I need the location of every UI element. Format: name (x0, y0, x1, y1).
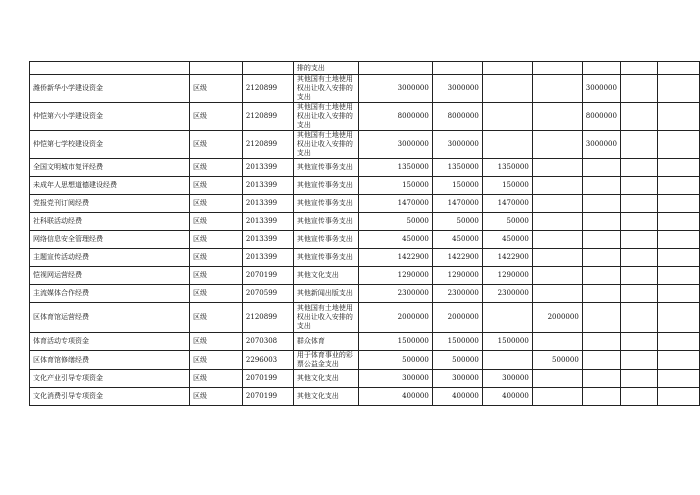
cell-desc: 排的支出 (293, 62, 358, 75)
cell-c8 (532, 131, 582, 159)
cell-level: 区级 (189, 177, 242, 195)
cell-c10 (620, 213, 657, 231)
cell-desc: 其他宣传事务支出 (293, 213, 358, 231)
cell-desc: 其他文化支出 (293, 267, 358, 285)
budget-table (29, 61, 700, 406)
cell-c6: 2000000 (432, 303, 482, 333)
cell-level: 区级 (189, 249, 242, 267)
cell-c6: 3000000 (432, 131, 482, 159)
cell-c7: 1350000 (482, 159, 532, 177)
cell-c10 (620, 177, 657, 195)
cell-c8 (532, 103, 582, 131)
cell-c7: 1290000 (482, 267, 532, 285)
cell-c11 (657, 177, 699, 195)
cell-c8 (532, 213, 582, 231)
cell-c9 (582, 388, 620, 406)
cell-c8 (532, 267, 582, 285)
cell-code: 2070199 (242, 388, 293, 406)
cell-code: 2070308 (242, 333, 293, 351)
cell-c8 (532, 159, 582, 177)
cell-c5: 1470000 (358, 195, 432, 213)
cell-code: 2013399 (242, 177, 293, 195)
cell-level: 区级 (189, 370, 242, 388)
cell-c7: 2300000 (482, 285, 532, 303)
cell-code: 2120899 (242, 131, 293, 159)
cell-name: 区体育馆运营经费 (30, 303, 190, 333)
cell-code: 2013399 (242, 249, 293, 267)
cell-c8 (532, 370, 582, 388)
cell-c5: 500000 (358, 351, 432, 370)
cell-desc: 其他文化支出 (293, 388, 358, 406)
cell-c7: 1470000 (482, 195, 532, 213)
cell-level: 区级 (189, 75, 242, 103)
cell-name (30, 62, 190, 75)
cell-level: 区级 (189, 103, 242, 131)
cell-c11 (657, 62, 699, 75)
cell-c5: 3000000 (358, 131, 432, 159)
cell-level: 区级 (189, 333, 242, 351)
cell-c7: 150000 (482, 177, 532, 195)
cell-name: 仲恺第六小学建设资金 (30, 103, 190, 131)
cell-name: 潍侨新华小学建设资金 (30, 75, 190, 103)
cell-c11 (657, 388, 699, 406)
cell-desc: 其他国有土地使用权出让收入安排的支出 (293, 131, 358, 159)
cell-c5: 400000 (358, 388, 432, 406)
cell-c10 (620, 285, 657, 303)
cell-desc: 其他文化支出 (293, 370, 358, 388)
cell-c9 (582, 213, 620, 231)
table-row (30, 103, 700, 131)
cell-c11 (657, 131, 699, 159)
cell-c8 (532, 231, 582, 249)
cell-name: 文化产业引导专项资金 (30, 370, 190, 388)
cell-level: 区级 (189, 195, 242, 213)
table-row (30, 285, 700, 303)
cell-c6: 2300000 (432, 285, 482, 303)
table-row (30, 388, 700, 406)
cell-name: 社科联活动经费 (30, 213, 190, 231)
cell-code: 2070599 (242, 285, 293, 303)
cell-c7 (482, 351, 532, 370)
cell-c10 (620, 195, 657, 213)
cell-name: 恺视网运营经费 (30, 267, 190, 285)
table-row (30, 213, 700, 231)
table-row (30, 131, 700, 159)
cell-c6: 8000000 (432, 103, 482, 131)
cell-c7: 450000 (482, 231, 532, 249)
cell-desc: 其他国有土地使用权出让收入安排的支出 (293, 103, 358, 131)
cell-c10 (620, 249, 657, 267)
cell-level: 区级 (189, 231, 242, 249)
cell-name: 文化消费引导专项资金 (30, 388, 190, 406)
table-row (30, 177, 700, 195)
cell-c9 (582, 370, 620, 388)
cell-c6: 150000 (432, 177, 482, 195)
cell-c7: 1422900 (482, 249, 532, 267)
cell-code: 2120899 (242, 303, 293, 333)
cell-c9 (582, 285, 620, 303)
cell-c5: 1500000 (358, 333, 432, 351)
cell-c9: 3000000 (582, 131, 620, 159)
cell-c11 (657, 103, 699, 131)
cell-desc: 其他宣传事务支出 (293, 231, 358, 249)
cell-c11 (657, 231, 699, 249)
cell-name: 仲恺第七学校建设资金 (30, 131, 190, 159)
cell-c5: 1422900 (358, 249, 432, 267)
cell-code: 2070199 (242, 267, 293, 285)
cell-c7 (482, 75, 532, 103)
cell-desc: 群众体育 (293, 333, 358, 351)
cell-c9 (582, 333, 620, 351)
cell-name: 主流媒体合作经费 (30, 285, 190, 303)
cell-c11 (657, 333, 699, 351)
cell-c11 (657, 285, 699, 303)
cell-c9 (582, 195, 620, 213)
cell-c9 (582, 351, 620, 370)
cell-c5: 1350000 (358, 159, 432, 177)
table-row (30, 195, 700, 213)
cell-desc: 其他宣传事务支出 (293, 159, 358, 177)
cell-code: 2013399 (242, 231, 293, 249)
cell-c10 (620, 103, 657, 131)
cell-c5: 150000 (358, 177, 432, 195)
cell-c6: 1470000 (432, 195, 482, 213)
cell-c8 (532, 195, 582, 213)
cell-c8 (532, 249, 582, 267)
cell-code: 2120899 (242, 103, 293, 131)
table-row (30, 159, 700, 177)
cell-c8: 2000000 (532, 303, 582, 333)
cell-c8 (532, 177, 582, 195)
cell-c11 (657, 75, 699, 103)
cell-c11 (657, 159, 699, 177)
cell-c6 (432, 62, 482, 75)
cell-code: 2013399 (242, 195, 293, 213)
cell-code: 2013399 (242, 213, 293, 231)
table-row (30, 267, 700, 285)
cell-c10 (620, 370, 657, 388)
cell-level: 区级 (189, 131, 242, 159)
cell-desc: 其他宣传事务支出 (293, 249, 358, 267)
cell-c5: 50000 (358, 213, 432, 231)
cell-c10 (620, 62, 657, 75)
cell-c8 (532, 285, 582, 303)
cell-c5: 3000000 (358, 75, 432, 103)
cell-c6: 1422900 (432, 249, 482, 267)
cell-name: 网络信息安全管理经费 (30, 231, 190, 249)
cell-c10 (620, 159, 657, 177)
table-row (30, 333, 700, 351)
cell-c5: 1290000 (358, 267, 432, 285)
cell-c6: 400000 (432, 388, 482, 406)
cell-c9 (582, 62, 620, 75)
cell-code: 2070199 (242, 370, 293, 388)
cell-level (189, 62, 242, 75)
cell-c7 (482, 103, 532, 131)
cell-desc: 其他国有土地使用权出让收入安排的支出 (293, 303, 358, 333)
cell-c10 (620, 231, 657, 249)
cell-c7: 1500000 (482, 333, 532, 351)
cell-c5: 2300000 (358, 285, 432, 303)
cell-level: 区级 (189, 303, 242, 333)
cell-level: 区级 (189, 351, 242, 370)
cell-name: 体育活动专项资金 (30, 333, 190, 351)
cell-name: 区体育馆修缮经费 (30, 351, 190, 370)
cell-c9 (582, 177, 620, 195)
cell-level: 区级 (189, 285, 242, 303)
cell-c9 (582, 267, 620, 285)
cell-c11 (657, 195, 699, 213)
cell-c11 (657, 213, 699, 231)
cell-c10 (620, 303, 657, 333)
cell-c7 (482, 62, 532, 75)
cell-level: 区级 (189, 213, 242, 231)
cell-code: 2013399 (242, 159, 293, 177)
table-row (30, 231, 700, 249)
cell-c6: 450000 (432, 231, 482, 249)
cell-c10 (620, 131, 657, 159)
cell-code: 2120899 (242, 75, 293, 103)
cell-c8 (532, 333, 582, 351)
cell-c7 (482, 303, 532, 333)
cell-level: 区级 (189, 159, 242, 177)
cell-c7: 300000 (482, 370, 532, 388)
cell-c9 (582, 303, 620, 333)
cell-code (242, 62, 293, 75)
cell-c9 (582, 159, 620, 177)
cell-name: 主题宣传活动经费 (30, 249, 190, 267)
cell-c5: 2000000 (358, 303, 432, 333)
cell-c7: 400000 (482, 388, 532, 406)
cell-c11 (657, 249, 699, 267)
table-row (30, 62, 700, 75)
cell-desc: 其他新闻出版支出 (293, 285, 358, 303)
table-row (30, 351, 700, 370)
cell-name: 全国文明城市复评经费 (30, 159, 190, 177)
cell-desc: 其他宣传事务支出 (293, 195, 358, 213)
cell-c9: 8000000 (582, 103, 620, 131)
table-row (30, 249, 700, 267)
cell-c9 (582, 231, 620, 249)
cell-c8 (532, 388, 582, 406)
cell-c11 (657, 370, 699, 388)
cell-desc: 其他国有土地使用权出让收入安排的支出 (293, 75, 358, 103)
cell-c6: 1500000 (432, 333, 482, 351)
cell-c8 (532, 62, 582, 75)
cell-c10 (620, 75, 657, 103)
cell-c6: 1350000 (432, 159, 482, 177)
cell-level: 区级 (189, 388, 242, 406)
cell-desc: 其他宣传事务支出 (293, 177, 358, 195)
cell-c6: 1290000 (432, 267, 482, 285)
cell-name: 未成年人思想道德建设经费 (30, 177, 190, 195)
cell-c9 (582, 249, 620, 267)
cell-c10 (620, 388, 657, 406)
table-row (30, 370, 700, 388)
cell-c11 (657, 267, 699, 285)
cell-c6: 300000 (432, 370, 482, 388)
cell-c5: 8000000 (358, 103, 432, 131)
cell-c5: 450000 (358, 231, 432, 249)
cell-code: 2296003 (242, 351, 293, 370)
cell-name: 党报党刊订阅经费 (30, 195, 190, 213)
table-body (30, 62, 700, 406)
cell-c7: 50000 (482, 213, 532, 231)
cell-c10 (620, 333, 657, 351)
cell-c11 (657, 303, 699, 333)
cell-c8: 500000 (532, 351, 582, 370)
table-row (30, 75, 700, 103)
cell-c6: 50000 (432, 213, 482, 231)
cell-c10 (620, 351, 657, 370)
cell-c5 (358, 62, 432, 75)
cell-c6: 500000 (432, 351, 482, 370)
cell-c7 (482, 131, 532, 159)
cell-c5: 300000 (358, 370, 432, 388)
cell-level: 区级 (189, 267, 242, 285)
cell-c10 (620, 267, 657, 285)
table-row (30, 303, 700, 333)
cell-c11 (657, 351, 699, 370)
cell-desc: 用于体育事业的彩票公益金支出 (293, 351, 358, 370)
cell-c9: 3000000 (582, 75, 620, 103)
cell-c8 (532, 75, 582, 103)
cell-c6: 3000000 (432, 75, 482, 103)
